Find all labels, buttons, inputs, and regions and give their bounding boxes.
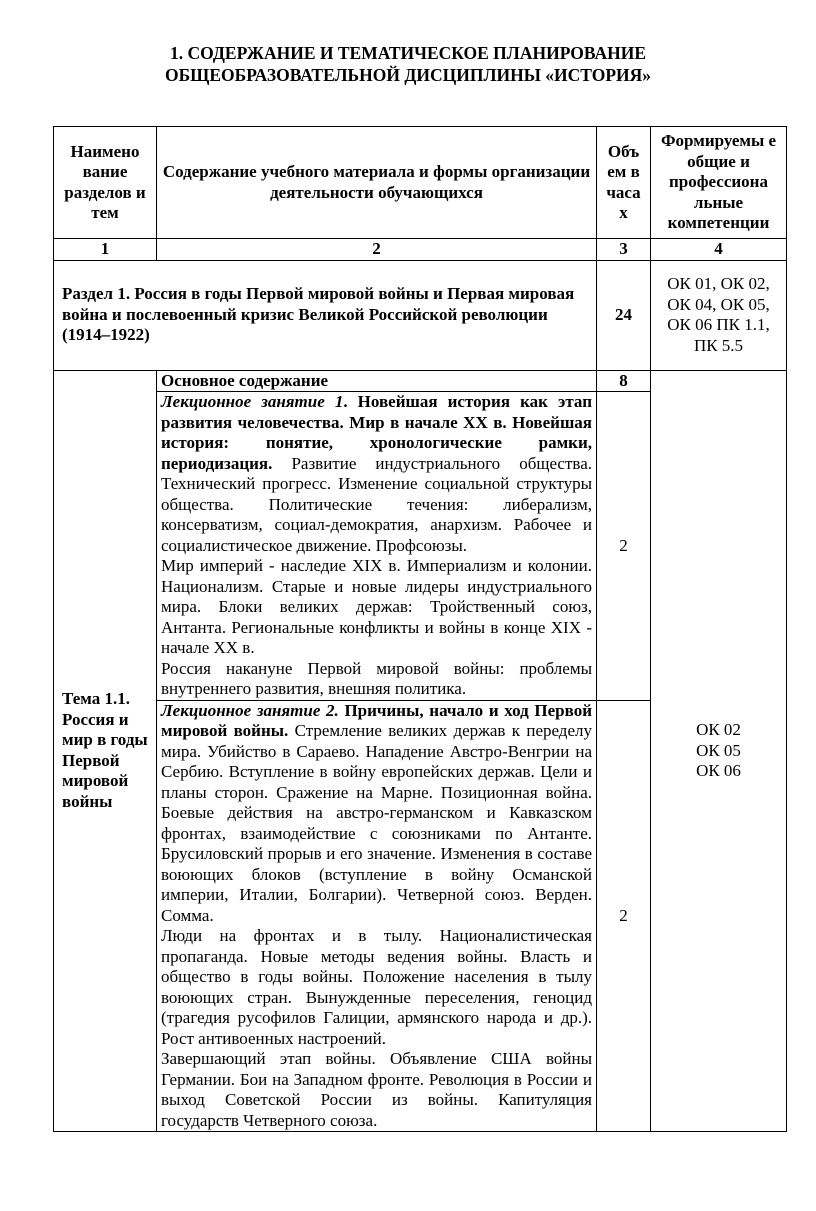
lecture-2-content [157,700,597,1132]
section-competencies: ОК 01, ОК 02, ОК 04, ОК 05, ОК 06 ПК 1.1, ПК 5.5 [651,260,787,370]
lecture-2-hours: 2 [597,700,651,1132]
main-content-label: Основное содержание [157,370,597,392]
section-title: Раздел 1. Россия в годы Первой мировой войны и Первая мировая война и послевоенный кризис Великой Российской революции (1914–1922) [54,260,597,370]
lecture-1-hours: 2 [597,392,651,701]
main-content-row [54,370,787,392]
header-hours: Объ ем в часа х [597,127,651,239]
lecture-1-paragraph: Россия накануне Первой мировой войны: проблемы внутреннего развития, внешняя политика. [161,658,592,698]
header-row [54,127,787,239]
lecture-2-text: Стремление великих держав к переделу мира. Убийство в Сараево. Нападение Австро-Венгрии на Сербию. Вступление в войну европейских держав. Цели и планы сторон. Сражение на Марне. Позиционная война. Боевые действия на австро-германском и Кавказском фронтах, взаимодействие с союзниками по Антанте. Брусиловский прорыв и его значение. Изменения в составе воюющих блоков (вступление в войну Османской империи, Италии, Болгарии). Четверной союз. Верден. Сомма. [161,721,592,925]
lecture-1-content [157,392,597,701]
lecture-1-label: Лекционное занятие 1 [161,392,344,411]
topic-competencies [651,370,787,1132]
section-hours: 24 [597,260,651,370]
column-number: 4 [651,239,787,261]
lecture-1-paragraph: Мир империй - наследие XIX в. Империализм и колонии. Национализм. Старые и новые лидеры индустриального мира. Блоки великих держав: Тройственный союз, Антанта. Региональные конфликты и войны в конце XIX - начале XX в. [161,556,592,657]
column-number: 1 [54,239,157,261]
title-line-2: ОБЩЕОБРАЗОВАТЕЛЬНОЙ ДИСЦИПЛИНЫ «ИСТОРИЯ» [164,65,652,85]
topic-name: Тема 1.1. Россия и мир в годы Первой мировой войны [54,370,157,1132]
header-sections: Наимено вание разделов и тем [54,127,157,239]
lecture-1-text: Развитие индустриального общества. Технический прогресс. Изменение социальной структуры общества. Политические течения: либерализм, консерватизм, социал-демократия, анархизм. Рабочее и социалистическое движение. Профсоюзы. [161,453,592,555]
lecture-2-paragraph: Завершающий этап войны. Объявление США войны Германии. Бои на Западном фронте. Революция в России и выход Советской России из войны. Капитуляция государств Четверного союза. [161,1049,592,1130]
competency: ОК 05 [696,740,741,760]
header-competencies: Формируемы е общие и профессиона льные компетенции [651,127,787,239]
lecture-2-label: Лекционное занятие 2. [161,700,339,720]
competency: ОК 02 [696,720,741,739]
lecture-1-title: . Новейшая история как этап развития человечества. Мир в начале XX в. Новейшая история: понятие, хронологические рамки, периодизация. [161,392,592,473]
page-title [0,42,816,86]
curriculum-table [53,126,787,1132]
competency: ОК 06 [696,761,741,780]
title-line-1: 1. СОДЕРЖАНИЕ И ТЕМАТИЧЕСКОЕ ПЛАНИРОВАНИЕ [170,43,646,63]
column-number: 2 [157,239,597,261]
lecture-2-paragraph: Люди на фронтах и в тылу. Националистическая пропаганда. Новые методы ведения войны. Власть и общество в годы войны. Положение населения в тылу воюющих стран. Вынужденные переселения, геноцид (трагедия русофилов Галиции, армянского народа и др.). Рост антивоенных настроений. [161,926,592,1048]
section-row [54,260,787,370]
lecture-2-title: Причины, начало и ход Первой мировой войны. [161,700,592,740]
header-content: Содержание учебного материала и формы организации деятельности обучающихся [157,127,597,239]
main-content-hours: 8 [597,370,651,392]
column-number: 3 [597,239,651,261]
column-numbers-row [54,239,787,261]
